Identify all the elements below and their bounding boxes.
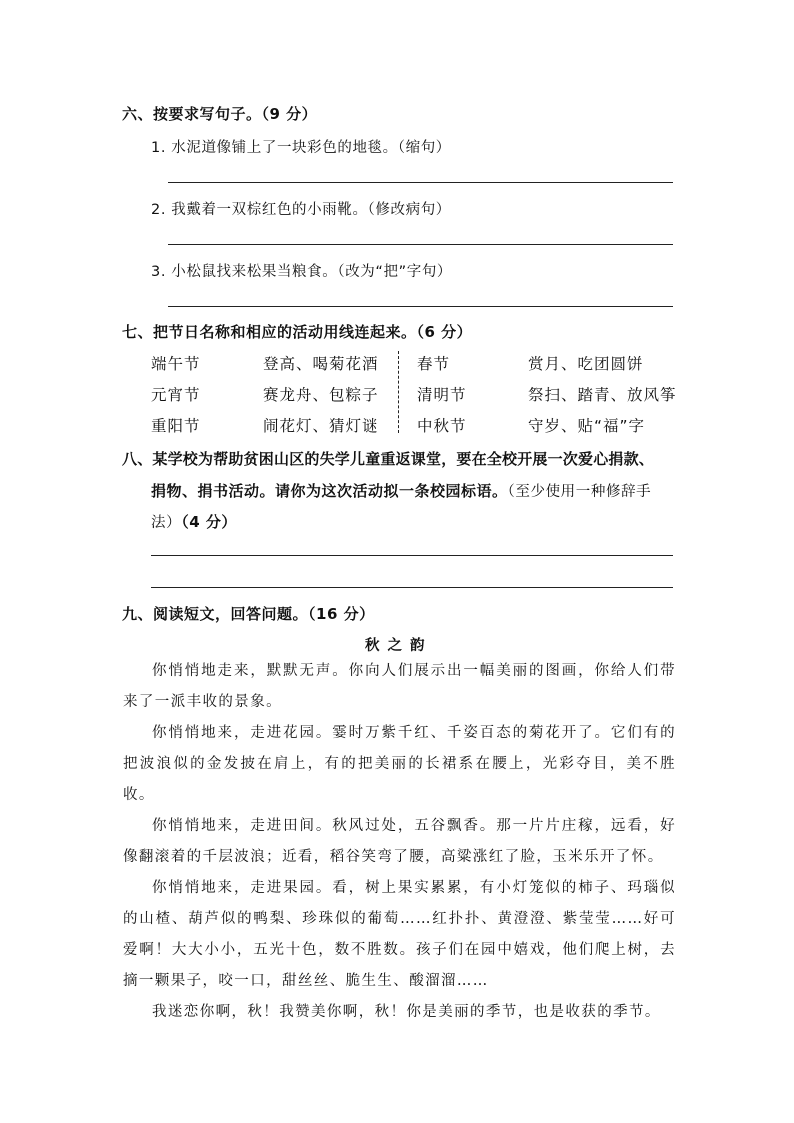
festival-yuanxiao[interactable]: 元宵节 (151, 386, 201, 404)
festival-chunjie[interactable]: 春节 (417, 355, 451, 373)
question-6-1: 1. 水泥道像铺上了一块彩色的地毯。（缩句） (151, 140, 451, 156)
festival-qingming[interactable]: 清明节 (417, 386, 467, 404)
section-8-heading-line3-wrap (151, 511, 237, 532)
festival-zhongqiu[interactable]: 中秋节 (417, 417, 467, 435)
section-8-heading-line2: 捐物、捐书活动。请你为这次活动拟一条校园标语。 (151, 482, 508, 500)
passage-paragraph-5: 我迷恋你啊，秋！我赞美你啊，秋！你是美丽的季节，也是收获的季节。 (152, 1004, 661, 1020)
question-6-2: 2. 我戴着一双棕红色的小雨靴。（修改病句） (151, 202, 451, 218)
passage-paragraph-2: 你悄悄地来，走进花园。霎时万紫千红、千姿百态的菊花开了。它们有的把波浪似的金发披在肩上，有的把美丽的长裙系在腰上，光彩夺目，美不胜收。 (123, 725, 676, 803)
passage-paragraph-1: 你悄悄地走来，默默无声。你向人们展示出一幅美丽的图画，你给人们带来了一派丰收的景象。 (123, 663, 676, 710)
activity-longzhou[interactable]: 赛龙舟、包粽子 (263, 386, 379, 404)
answer-line-8-1[interactable] (151, 555, 673, 556)
section-8-points: （4 分） (181, 513, 237, 531)
answer-line-6-1[interactable] (168, 182, 673, 183)
answer-line-6-2[interactable] (168, 244, 673, 245)
festival-duanwu[interactable]: 端午节 (151, 355, 201, 373)
question-6-3: 3. 小松鼠找来松果当粮食。（改为“把”字句） (151, 264, 453, 280)
section-6-heading: 六、按要求写句子。（9 分） (122, 105, 318, 123)
activity-shangyue[interactable]: 赏月、吃团圆饼 (528, 355, 644, 373)
activity-denggao[interactable]: 登高、喝菊花酒 (263, 355, 379, 373)
activity-shousui[interactable]: 守岁、贴“福”字 (528, 417, 646, 435)
festival-chongyang[interactable]: 重阳节 (151, 417, 201, 435)
section-8-note-line3: 法） (151, 515, 182, 531)
passage-paragraph-4: 你悄悄地来，走进果园。看，树上果实累累，有小灯笼似的柿子、玛瑙似的山楂、葫芦似的鸭梨、珍珠似的葡萄……红扑扑、黄澄澄、紫莹莹……好可爱啊！大大小小，五光十色，数不胜数。孩子们在园中嬉戏，他们爬上树，去摘一颗果子，咬一口，甜丝丝、脆生生、酸溜溜…… (123, 880, 676, 989)
passage-title: 秋之韵 (365, 637, 433, 654)
section-8-note-line2: （至少使用一种修辞手 (507, 484, 652, 500)
section-8-heading-line1: 八、某学校为帮助贫困山区的失学儿童重返课堂，要在全校开展一次爱心捐款、 (122, 450, 655, 468)
section-8-heading-line2-wrap (151, 480, 651, 501)
answer-line-8-2[interactable] (151, 587, 673, 588)
passage-paragraph-3: 你悄悄地来，走进田间。秋风过处，五谷飘香。那一片片庄稼，远看，好像翻滚着的千层波浪；近看，稻谷笑弯了腰，高粱涨红了脸，玉米乐开了怀。 (123, 818, 676, 865)
passage (123, 656, 676, 1028)
column-divider (398, 351, 399, 433)
section-7-heading: 七、把节日名称和相应的活动用线连起来。（6 分） (122, 323, 473, 341)
section-9-heading: 九、阅读短文，回答问题。（16 分） (122, 605, 375, 623)
activity-jisao[interactable]: 祭扫、踏青、放风筝 (528, 386, 677, 404)
activity-huadeng[interactable]: 闹花灯、猜灯谜 (263, 417, 379, 435)
answer-line-6-3[interactable] (168, 306, 673, 307)
